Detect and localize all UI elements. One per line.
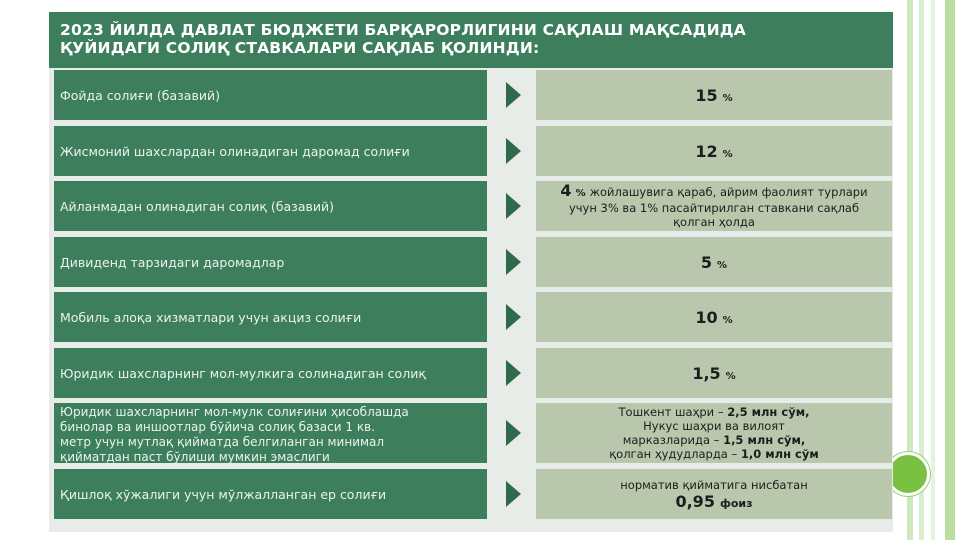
page-title [49, 12, 893, 68]
tax-value [536, 292, 892, 342]
rate-number: 1,5 [692, 363, 721, 383]
tax-label: Жисмоний шахслардан олинадиган даромад солиғи [54, 126, 487, 176]
arrow-icon [493, 237, 533, 287]
arrow-icon [493, 403, 533, 463]
value-line-amount: 1,5 млн сўм, [723, 433, 806, 447]
tax-value [536, 237, 892, 287]
rate-number: 15 [695, 85, 718, 105]
rate-unit: % [725, 370, 736, 382]
value-line-text: Нукус шаҳри ва вилоят [643, 419, 785, 433]
tax-row [54, 469, 888, 519]
arrow-icon [493, 348, 533, 398]
tax-row [54, 348, 888, 398]
rate-unit: % [722, 148, 733, 160]
tax-value [536, 70, 892, 120]
tax-row [54, 292, 888, 342]
rate-unit: % [722, 92, 733, 104]
tax-row [54, 126, 888, 176]
arrow-icon [493, 181, 533, 231]
tax-label-line: бинолар ва иншоотлар бўйича солиқ базаси 1 кв. [60, 420, 375, 434]
tax-value [536, 181, 892, 231]
arrow-icon [493, 469, 533, 519]
tax-row [54, 181, 888, 231]
rate-unit: фоиз [719, 496, 753, 510]
tax-rates-panel [49, 12, 893, 532]
arrow-icon [493, 70, 533, 120]
tax-label: Фойда солиғи (базавий) [54, 70, 487, 120]
value-top-text: норматив қийматига нисбатан [620, 477, 808, 492]
rate-unit: % [722, 314, 733, 326]
tax-row [54, 237, 888, 287]
value-line-text: Тошкент шаҳри – [618, 405, 728, 419]
tax-label: Айланмадан олинадиган солиқ (базавий) [54, 181, 487, 231]
rate-note: жойлашувига қараб, айрим фаолият турлари учун 3% ва 1% пасайтирилган ставкани сақлаб қолган ҳолда [568, 184, 868, 229]
tax-value [536, 469, 892, 519]
rate-unit: % [717, 259, 728, 271]
value-line-text: марказларида – [622, 433, 724, 447]
value-line-amount: 1,0 млн сўм [740, 447, 819, 461]
tax-label-line: Юридик шахсларнинг мол-мулк солиғини ҳисоблашда [60, 405, 409, 419]
value-line-text: қолган ҳудудларда – [609, 447, 741, 461]
tax-label: Мобиль алоқа хизматлари учун акциз солиғи [54, 292, 487, 342]
stripe [931, 0, 935, 540]
rate-number: 5 [700, 252, 713, 272]
title-line-1: 2023 ЙИЛДА ДАВЛАТ БЮДЖЕТИ БАРҚАРОРЛИГИНИ САҚЛАШ МАҚСАДИДА [60, 21, 747, 39]
tax-value [536, 126, 892, 176]
tax-label: Қишлоқ хўжалиги учун мўлжалланган ер солиғи [54, 469, 487, 519]
arrow-icon [493, 126, 533, 176]
tax-label: Юридик шахсларнинг мол-мулкига солинадиган солиқ [54, 348, 487, 398]
tax-value [536, 403, 892, 463]
tax-label-line: қийматдан паст бўлиши мумкин эмаслиги [60, 450, 330, 464]
tax-row [54, 70, 888, 120]
tax-label: Дивиденд тарзидаги даромадлар [54, 237, 487, 287]
tax-label [54, 403, 487, 463]
value-line-amount: 2,5 млн сўм, [727, 405, 810, 419]
rate-number: 4 [560, 180, 572, 200]
arrow-icon [493, 292, 533, 342]
tax-value [536, 348, 892, 398]
rate-number: 10 [695, 307, 718, 327]
rate-number: 12 [695, 141, 718, 161]
rate-unit: % [575, 187, 586, 199]
rate-number: 0,95 [675, 491, 715, 511]
stripe [945, 0, 955, 540]
tax-row [54, 403, 888, 463]
tax-label-line: метр учун мутлақ қийматда белгиланган минимал [60, 435, 385, 449]
title-line-2: ҚУЙИДАГИ СОЛИҚ СТАВКАЛАРИ САҚЛАБ ҚОЛИНДИ: [60, 39, 540, 57]
